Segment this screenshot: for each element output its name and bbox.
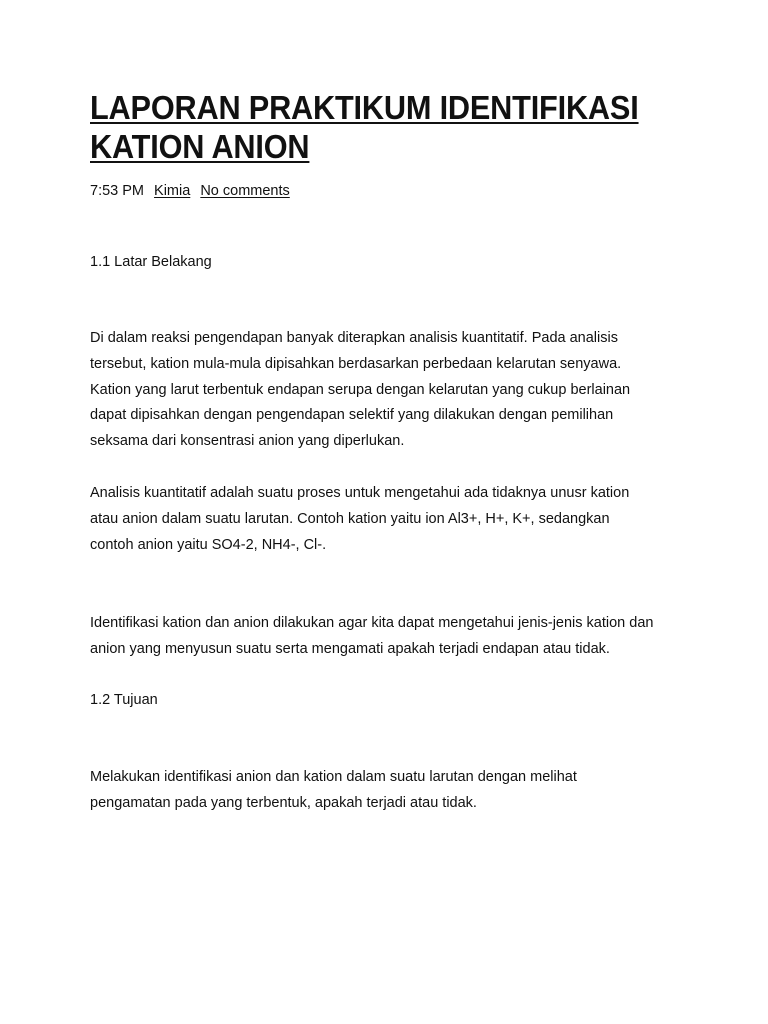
- paragraph-line: Analisis kuantitatif adalah suatu proses untuk mengetahui ada tidaknya unusr kation: [90, 485, 630, 501]
- paragraph-2: [90, 481, 690, 558]
- paragraph-4: [90, 765, 690, 817]
- paragraph-line: anion yang menyusun suatu serta mengamati apakah terjadi endapan atau tidak.: [90, 640, 610, 657]
- article-title-line: LAPORAN PRAKTIKUM IDENTIFIKASI: [90, 89, 639, 126]
- post-meta: [90, 181, 290, 201]
- category-link[interactable]: Kimia: [154, 183, 191, 199]
- paragraph-line: pengamatan pada yang terbentuk, apakah terjadi atau tidak.: [90, 794, 477, 811]
- paragraph-1: [90, 326, 690, 455]
- article-title[interactable]: [90, 88, 648, 166]
- paragraph-line: seksama dari konsentrasi anion yang diperlukan.: [90, 433, 405, 450]
- paragraph-line: Kation yang larut terbentuk endapan serupa dengan kelarutan yang cukup berlainan: [90, 381, 631, 398]
- paragraph-line: atau anion dalam suatu larutan. Contoh kation yaitu ion Al3+, H+, K+, sedangkan: [90, 510, 610, 527]
- article-title-line: KATION ANION: [90, 128, 310, 165]
- post-time: 7:53 PM: [90, 183, 144, 199]
- section-heading-tujuan: [90, 688, 690, 714]
- paragraph-line: Di dalam reaksi pengendapan banyak diterapkan analisis kuantitatif. Pada analisis: [90, 330, 618, 346]
- paragraph-line: tersebut, kation mula-mula dipisahkan berdasarkan perbedaan kelarutan senyawa.: [90, 355, 622, 372]
- paragraph-line: dapat dipisahkan dengan pengendapan selektif yang dilakukan dengan pemilihan: [90, 407, 614, 424]
- section-heading-latar-belakang: [90, 250, 690, 276]
- comments-link[interactable]: No comments: [200, 183, 290, 199]
- section-heading-text: 1.1 Latar Belakang: [90, 254, 212, 270]
- paragraph-3: [90, 611, 690, 663]
- paragraph-line: Identifikasi kation dan anion dilakukan agar kita dapat mengetahui jenis-jenis kation dan: [90, 615, 654, 631]
- section-heading-text: 1.2 Tujuan: [90, 692, 158, 708]
- paragraph-line: contoh anion yaitu SO4-2, NH4-, Cl-.: [90, 536, 327, 553]
- paragraph-line: Melakukan identifikasi anion dan kation dalam suatu larutan dengan melihat: [90, 769, 577, 785]
